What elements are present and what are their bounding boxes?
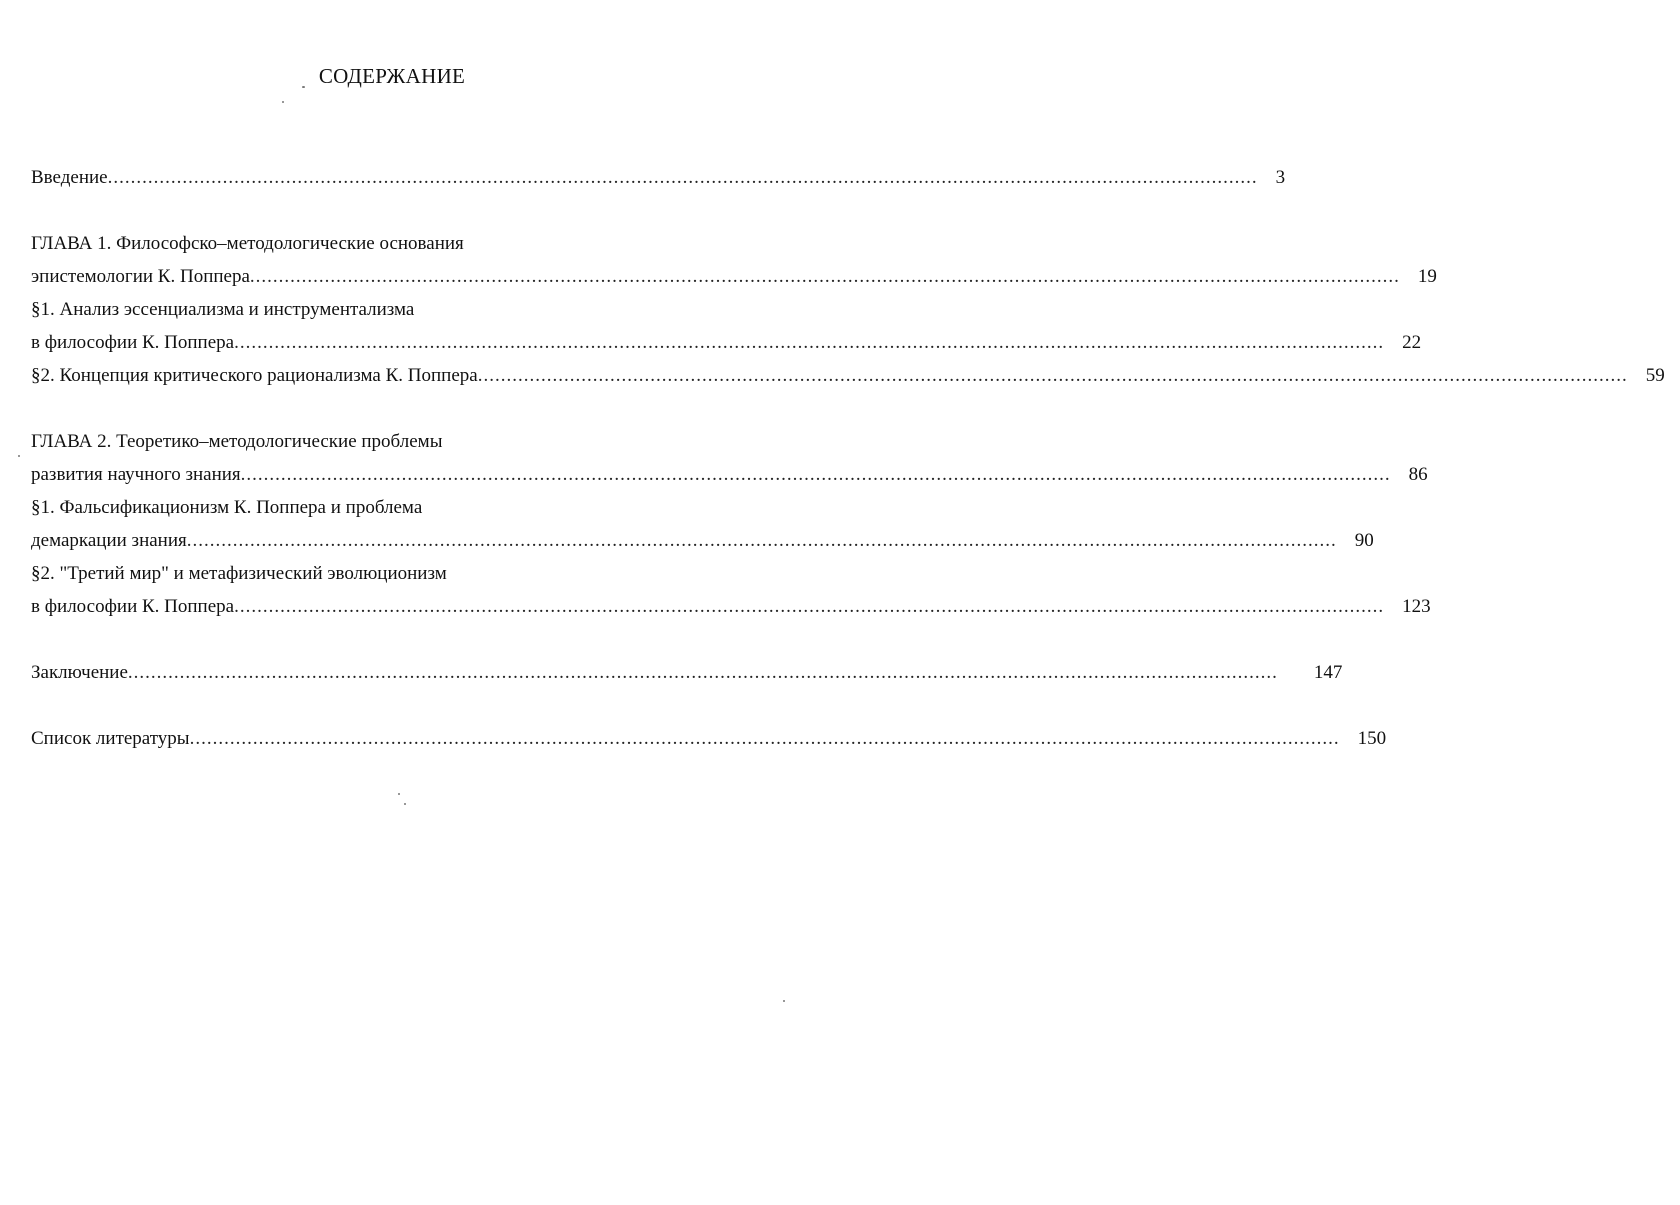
toc-page-number: 147 — [1313, 662, 1343, 683]
toc-page-number: 123 — [1402, 596, 1431, 617]
toc-page-number: 19 — [1417, 266, 1437, 287]
section-2-1-line1: §1. Фальсификационизм К. Поппера и проблема — [31, 497, 423, 518]
toc-entry-chapter-2[interactable] — [31, 463, 1428, 487]
toc-entry-chapter-1[interactable] — [31, 265, 1437, 289]
toc-entry-label: Заключение — [31, 662, 128, 683]
toc-entry-bibliography[interactable] — [31, 727, 1387, 751]
toc-page-number: 90 — [1354, 530, 1374, 551]
toc-entry-section-2-1[interactable] — [31, 529, 1374, 553]
scan-speck — [302, 86, 305, 88]
dot-leader: ........................................................................................................................................................................................................ — [186, 530, 1337, 551]
dot-leader: ........................................................................................................................................................................................................ — [189, 728, 1340, 749]
section-1-1-line1: §1. Анализ эссенциализма и инструментализма — [31, 299, 415, 320]
toc-entry-section-1-2[interactable] — [31, 364, 1665, 388]
toc-page-number: 22 — [1402, 332, 1422, 353]
dot-leader: ........................................................................................................................................................................................................ — [127, 662, 1278, 683]
toc-entry-label: §2. Концепция критического рационализма К. Поппера — [31, 365, 478, 386]
dot-leader: ........................................................................................................................................................................................................ — [234, 596, 1385, 617]
toc-page-number: 59 — [1645, 365, 1665, 386]
page-title: СОДЕРЖАНИЕ — [318, 64, 466, 88]
toc-page-number: 150 — [1357, 728, 1387, 749]
scan-speck — [18, 455, 20, 457]
toc-entry-label: Введение — [31, 167, 108, 188]
scan-speck — [404, 803, 406, 805]
scan-speck — [398, 793, 400, 795]
toc-entry-label: демаркации знания — [31, 530, 187, 551]
toc-page-number: 3 — [1275, 167, 1286, 188]
scan-speck — [783, 1000, 785, 1002]
dot-leader: ........................................................................................................................................................................................................ — [240, 464, 1391, 485]
dot-leader: ........................................................................................................................................................................................................ — [477, 365, 1628, 386]
toc-page-number: 86 — [1408, 464, 1428, 485]
toc-entry-label: в философии К. Поппера — [31, 596, 235, 617]
toc-entry-intro[interactable] — [31, 166, 1286, 190]
scan-speck — [282, 101, 284, 103]
toc-entry-conclusion[interactable] — [31, 661, 1343, 685]
toc-entry-label: Список литературы — [31, 728, 190, 749]
toc-entry-section-2-2[interactable] — [31, 595, 1431, 619]
toc-entry-label: развития научного знания — [31, 464, 241, 485]
chapter-1-heading: ГЛАВА 1. Философско–методологические основания — [31, 233, 464, 254]
section-2-2-line1: §2. "Третий мир" и метафизический эволюционизм — [31, 563, 447, 584]
dot-leader: ........................................................................................................................................................................................................ — [107, 167, 1258, 188]
chapter-2-heading: ГЛАВА 2. Теоретико–методологические проблемы — [31, 431, 443, 452]
dot-leader: ........................................................................................................................................................................................................ — [249, 266, 1400, 287]
dot-leader: ........................................................................................................................................................................................................ — [234, 332, 1385, 353]
toc-entry-label: эпистемологии К. Поппера — [31, 266, 250, 287]
toc-entry-label: в философии К. Поппера — [31, 332, 235, 353]
toc-entry-section-1-1[interactable] — [31, 331, 1422, 355]
